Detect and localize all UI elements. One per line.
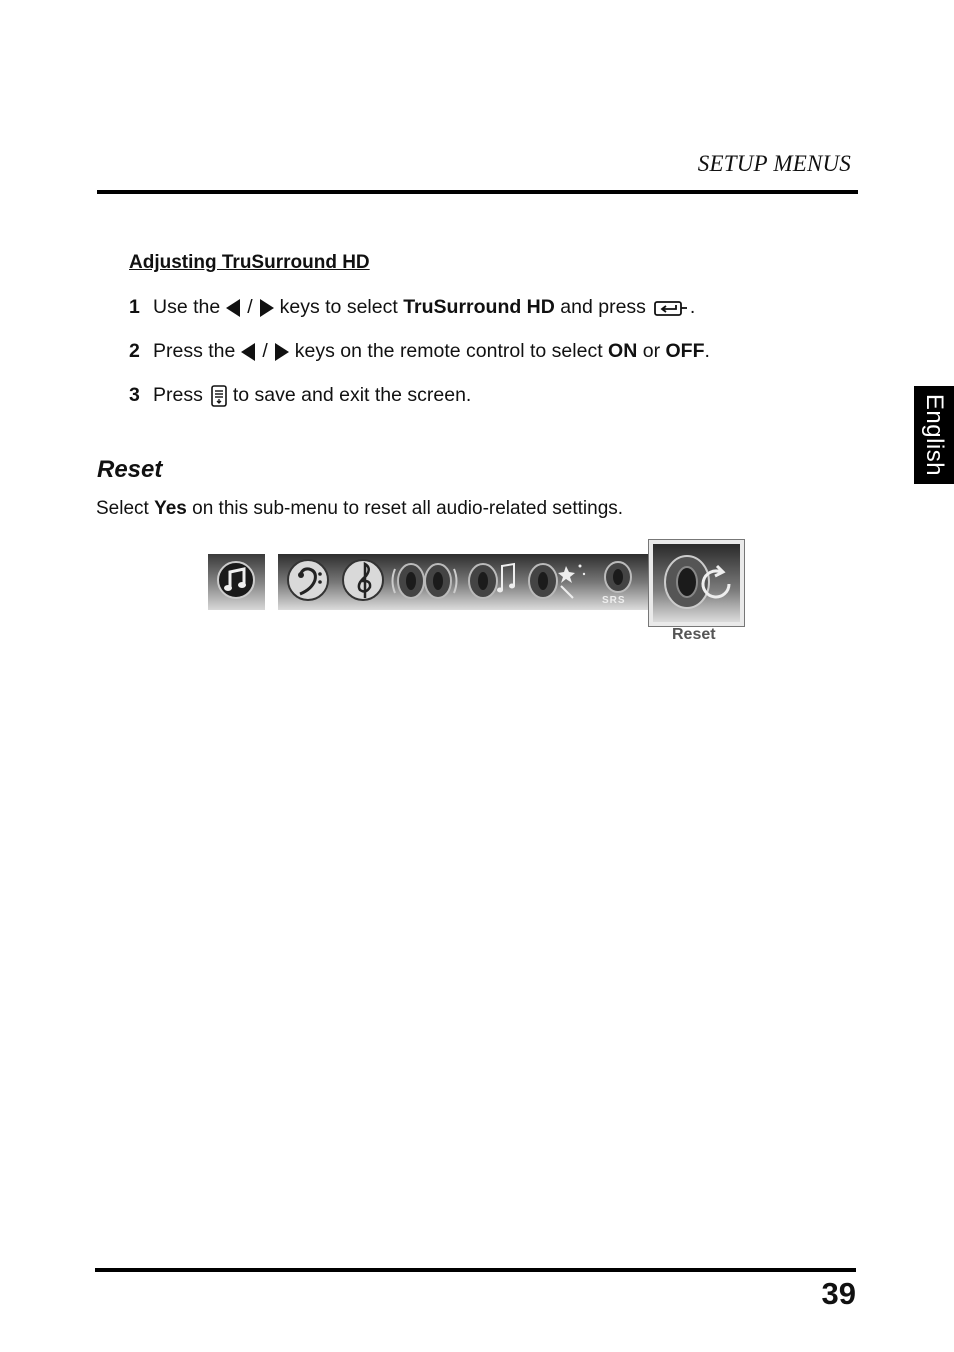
section-bold: Yes [154,498,187,519]
reset-label: Reset [672,626,716,643]
step-text: to save and exit the screen. [232,384,472,406]
step-number: 2 [129,340,140,362]
step-number: 3 [129,384,140,406]
key-separator: / [262,340,268,362]
language-tab [914,386,954,484]
menu-key-icon [211,385,227,407]
step-end: . [704,340,710,362]
speaker-music-icon [469,564,515,598]
header-rule [97,190,858,194]
footer-rule [95,1268,856,1272]
step-1 [129,296,695,319]
step-bold: TruSurround HD [403,296,555,318]
audio-options-strip [278,554,652,610]
step-text: and press [560,296,646,318]
srs-label: SRS [602,595,626,606]
left-arrow-icon [226,299,240,317]
step-text: keys to select [279,296,398,318]
subsection-title: Adjusting TruSurround HD [129,252,370,273]
reset-tile [653,544,740,622]
enter-key-icon [654,299,688,317]
left-arrow-icon [241,343,255,361]
music-note-icon [208,554,265,610]
bass-clef-icon [288,560,328,600]
reset-speaker-icon [653,544,740,622]
step-number: 1 [129,296,140,318]
right-arrow-icon [275,343,289,361]
right-arrow-icon [260,299,274,317]
step-text: keys on the remote control to select [294,340,603,362]
speaker-sparkle-icon [529,564,585,598]
step-end: . [689,296,696,318]
step-text: Press [153,384,203,406]
header-title: SETUP MENUS [697,151,851,176]
step-text: or [642,340,661,362]
reset-menu-item[interactable] [648,539,745,627]
step-2 [129,340,710,363]
language-tab-label: English [921,393,948,477]
treble-clef-icon [343,560,383,600]
step-bold: OFF [665,340,705,362]
page-number: 39 [821,1276,856,1311]
step-bold: ON [608,340,638,362]
section-title: Reset [97,456,163,483]
step-text: Press the [153,340,236,362]
balance-speakers-icon [393,564,457,598]
audio-category-tile [208,554,265,610]
step-3 [129,384,471,407]
step-text: Use the [153,296,221,318]
key-separator: / [247,296,253,318]
audio-menu-bar [208,539,748,643]
section-description: Select Yes on this sub-menu to reset all audio-related settings. [96,498,624,519]
srs-speaker-icon [605,562,631,592]
